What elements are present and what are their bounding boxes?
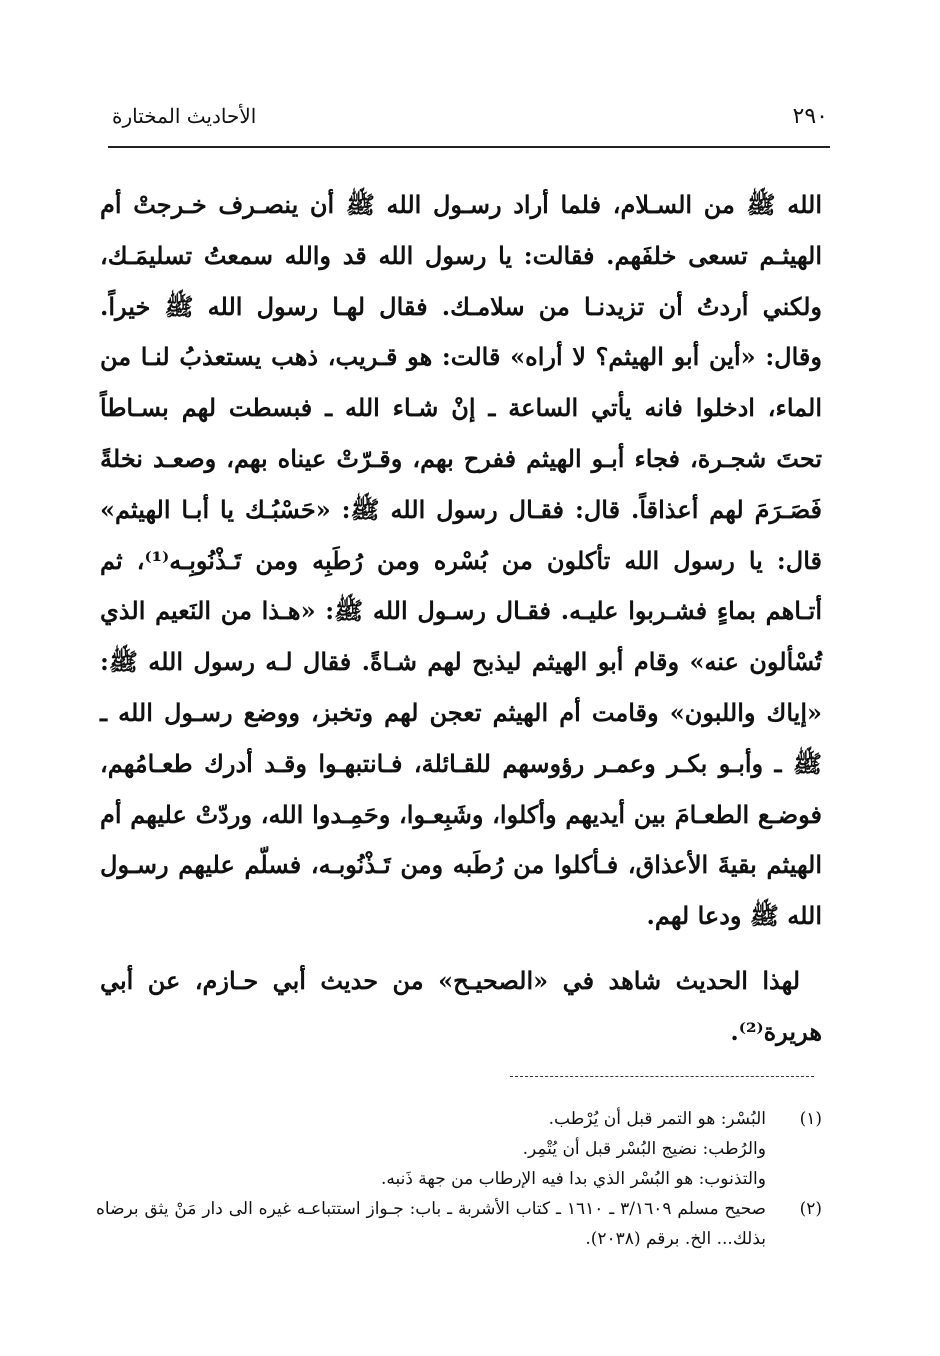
- footnote-number: (٢): [799, 1199, 822, 1219]
- footnote-line: والتذنوب: هو البُسْر الذي بدا فيه الإرطاب من جهة ذَنبه.: [380, 1169, 766, 1189]
- paragraph-supporting-evidence: لهذا الحديث شاهد في «الصحيـح» من حديث أبي حـازم، عن أبي هريرة⁽²⁾.: [100, 965, 822, 1046]
- page-header: [112, 96, 828, 136]
- footnote-number: (١): [799, 1109, 822, 1129]
- footnote-line: صحيح مسلم ٣/١٦٠٩ ـ ١٦١٠ ـ كتاب الأشربة ـ باب: جـواز استتباعـه غيره الى دار مَنْ يثق برضاه بذلك... الخ. برقم (٢٠٣٨).: [96, 1199, 766, 1249]
- footnote-body: [96, 1104, 766, 1194]
- footnote-line: والرُطب: نضيج البُسْر قبل أن يُتْمِر.: [522, 1139, 766, 1159]
- footnotes: [96, 1104, 822, 1254]
- footnote-1: [96, 1104, 822, 1194]
- paragraph-hadith-narration: الله ﷺ من السـلام، فلما أراد رسـول الله ﷺ أن ينصـرف خـرجتْ أم الهيثـم تسعى خلفَهم. فقالت: يا رسول الله قد والله سمعتُ تسليمَـك، ولكني أردتُ أن تزيدنـا من سلامـك. فقال لهـا رسول الله ﷺ خيراً. وقال: «أين أبو الهيثم؟ لا أراه» قالت: هو قـريب، ذهب يستعذبُ لنـا من الماء، ادخلوا فانه يأتي الساعة ـ إنْ شـاء الله ـ فبسطت لهم بسـاطاً تحتَ شجـرة، فجاء أبـو الهيثم ففرح بهم، وقـرّتْ عيناه بهم، وصعـد نخلةً فَصَـرَمَ لهم أعذاقاً. قال: فقـال رسول الله ﷺ: «حَسْبُـك يا أبـا الهيثم» قال: يا رسول الله تأكلون من بُسْره ومن رُطَبِه ومن تَـذْنُوبِـه⁽¹⁾، ثم أتـاهم بماءٍ فشـربوا عليـه. فقـال رسـول الله ﷺ: «هـذا من النَعيم الذي تُسْألون عنه» وقام أبو الهيثم ليذبح لهم شـاةً. فقال لـه رسول الله ﷺ: «إياك واللبون» وقامت أم الهيثم تعجن لهم وتخبز، ووضع رسـول الله ـ ﷺ ـ وأبـو بكـر وعمـر رؤوسهم للقـائلة، فـانتبهـوا وقـد أدرك طعـامُهم، فوضـع الطعـامَ بين أيديهم وأكلوا، وشَبِعـوا، وحَمِـدوا الله، وردّتْ عليهم أم الهيثم بقيةَ الأعذاق، فـأكلوا من رُطَبه ومن تَـذْنُوبـه، فسلّم عليهم رسـول الله ﷺ ودعا لهم.: [100, 190, 823, 931]
- footnote-2: [96, 1194, 822, 1254]
- footnote-divider: [510, 1076, 814, 1077]
- main-text: [100, 180, 822, 1058]
- header-divider: [108, 146, 830, 148]
- footnote-body: [96, 1194, 766, 1254]
- footnote-line: البُسْر: هو التمر قبل أن يُرْطب.: [548, 1109, 766, 1129]
- running-title: الأحاديث المختارة: [112, 104, 257, 128]
- page-number: ٢٩٠: [792, 103, 828, 129]
